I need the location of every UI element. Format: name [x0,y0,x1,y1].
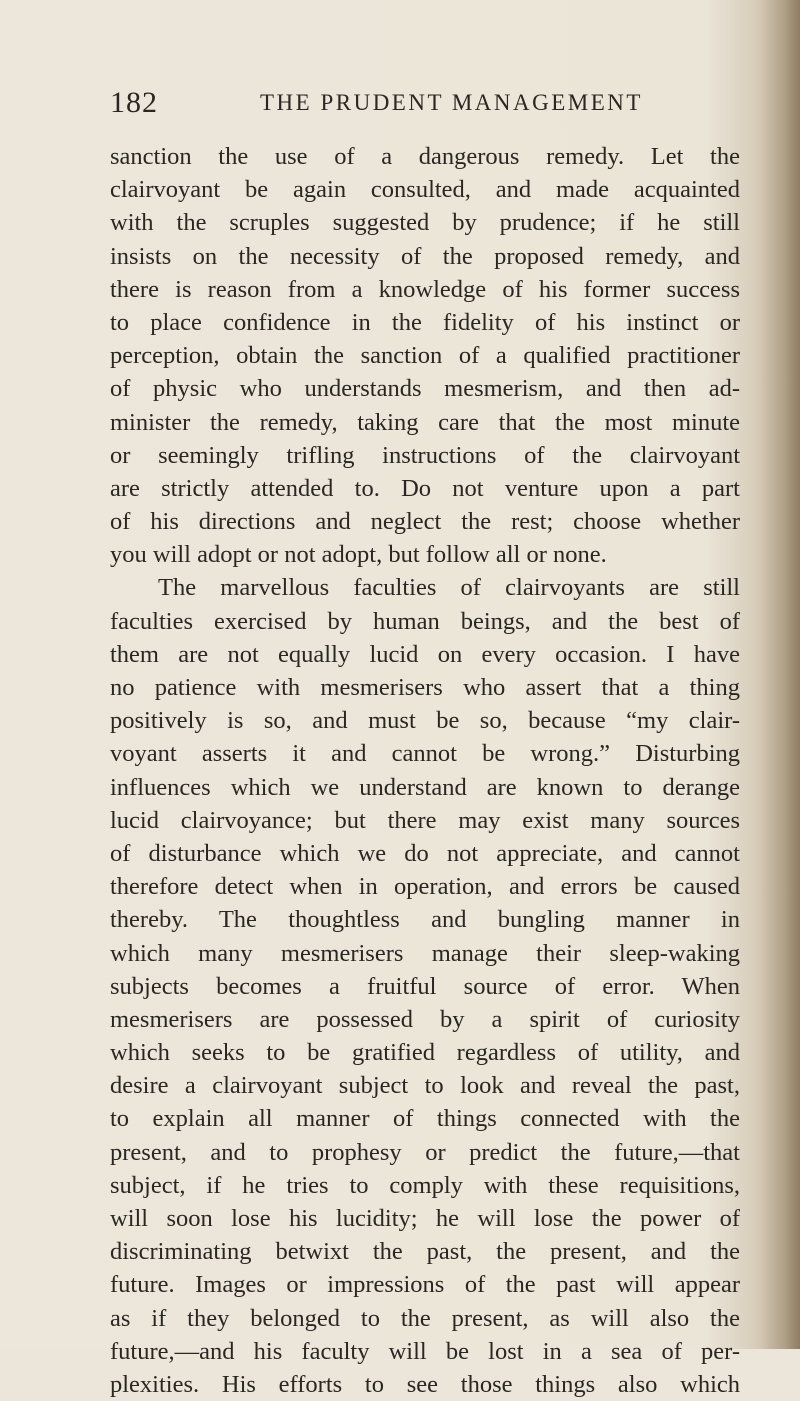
page-number: 182 [110,86,158,119]
text-line: to explain all manner of things connected with the [110,1105,740,1133]
text-line: which seeks to be gratified regardless of utility, and [110,1039,740,1067]
text-line: will soon lose his lucidity; he will lose the power of [110,1205,740,1232]
text-line: future,—and his faculty will be lost in a sea of per- [110,1337,740,1365]
text-line: present, and to prophesy or predict the future,—that [110,1138,740,1166]
text-line: lucid clairvoyance; but there may exist many sources [110,806,740,834]
text-line: which many mesmerisers manage their sleep-waking [110,939,740,967]
text-line: desire a clairvoyant subject to look and reveal the past, [110,1072,740,1100]
text-line: positively is so, and must be so, because “my clair- [110,707,740,735]
text-line: future. Images or impressions of the past will appear [110,1271,740,1299]
text-line: discriminating betwixt the past, the present, and the [110,1238,740,1266]
text-line: clairvoyant be again consulted, and made acquainted [110,176,740,204]
text-line: subjects becomes a fruitful source of error. When [110,972,740,1000]
text-line: subject, if he tries to comply with these requisitions, [110,1171,740,1199]
page-edge-shadow [760,0,800,1349]
text-line: influences which we understand are known to derange [110,773,740,801]
page-header [110,86,750,126]
text-line: as if they belonged to the present, as will also the [110,1304,740,1332]
text-line: perception, obtain the sanction of a qualified practitioner [110,342,740,370]
text-line: of disturbance which we do not appreciate, and cannot [110,839,740,867]
text-line: of his directions and neglect the rest; choose whether [110,508,740,536]
text-line: you will adopt or not adopt, but follow all or none. [110,541,607,569]
text-line: no patience with mesmerisers who assert that a thing [110,674,740,701]
text-line: voyant asserts it and cannot be wrong.” Disturbing [110,740,740,768]
text-line: The marvellous faculties of clairvoyants are still [158,574,740,602]
text-line: faculties exercised by human beings, and the best of [110,607,740,635]
text-line: there is reason from a knowledge of his former success [110,275,740,303]
running-title: THE PRUDENT MANAGEMENT [260,90,643,115]
text-line: thereby. The thoughtless and bungling manner in [110,906,740,934]
text-line: or seemingly trifling instructions of the clairvoyant [110,441,740,469]
text-line: them are not equally lucid on every occasion. I have [110,640,740,668]
body-text [110,140,740,1401]
text-line: to place confidence in the fidelity of his instinct or [110,308,740,336]
text-line: mesmerisers are possessed by a spirit of curiosity [110,1005,740,1033]
text-line: with the scruples suggested by prudence; if he still [110,209,740,237]
text-line: insists on the necessity of the proposed remedy, and [110,242,740,270]
text-line: plexities. His efforts to see those things also which [110,1370,740,1398]
text-line: minister the remedy, taking care that the most minute [110,408,740,436]
text-line: sanction the use of a dangerous remedy. Let the [110,143,740,170]
text-line: of physic who understands mesmerism, and then ad- [110,375,740,403]
text-line: are strictly attended to. Do not venture upon a part [110,474,740,502]
text-line: therefore detect when in operation, and errors be caused [110,873,740,901]
